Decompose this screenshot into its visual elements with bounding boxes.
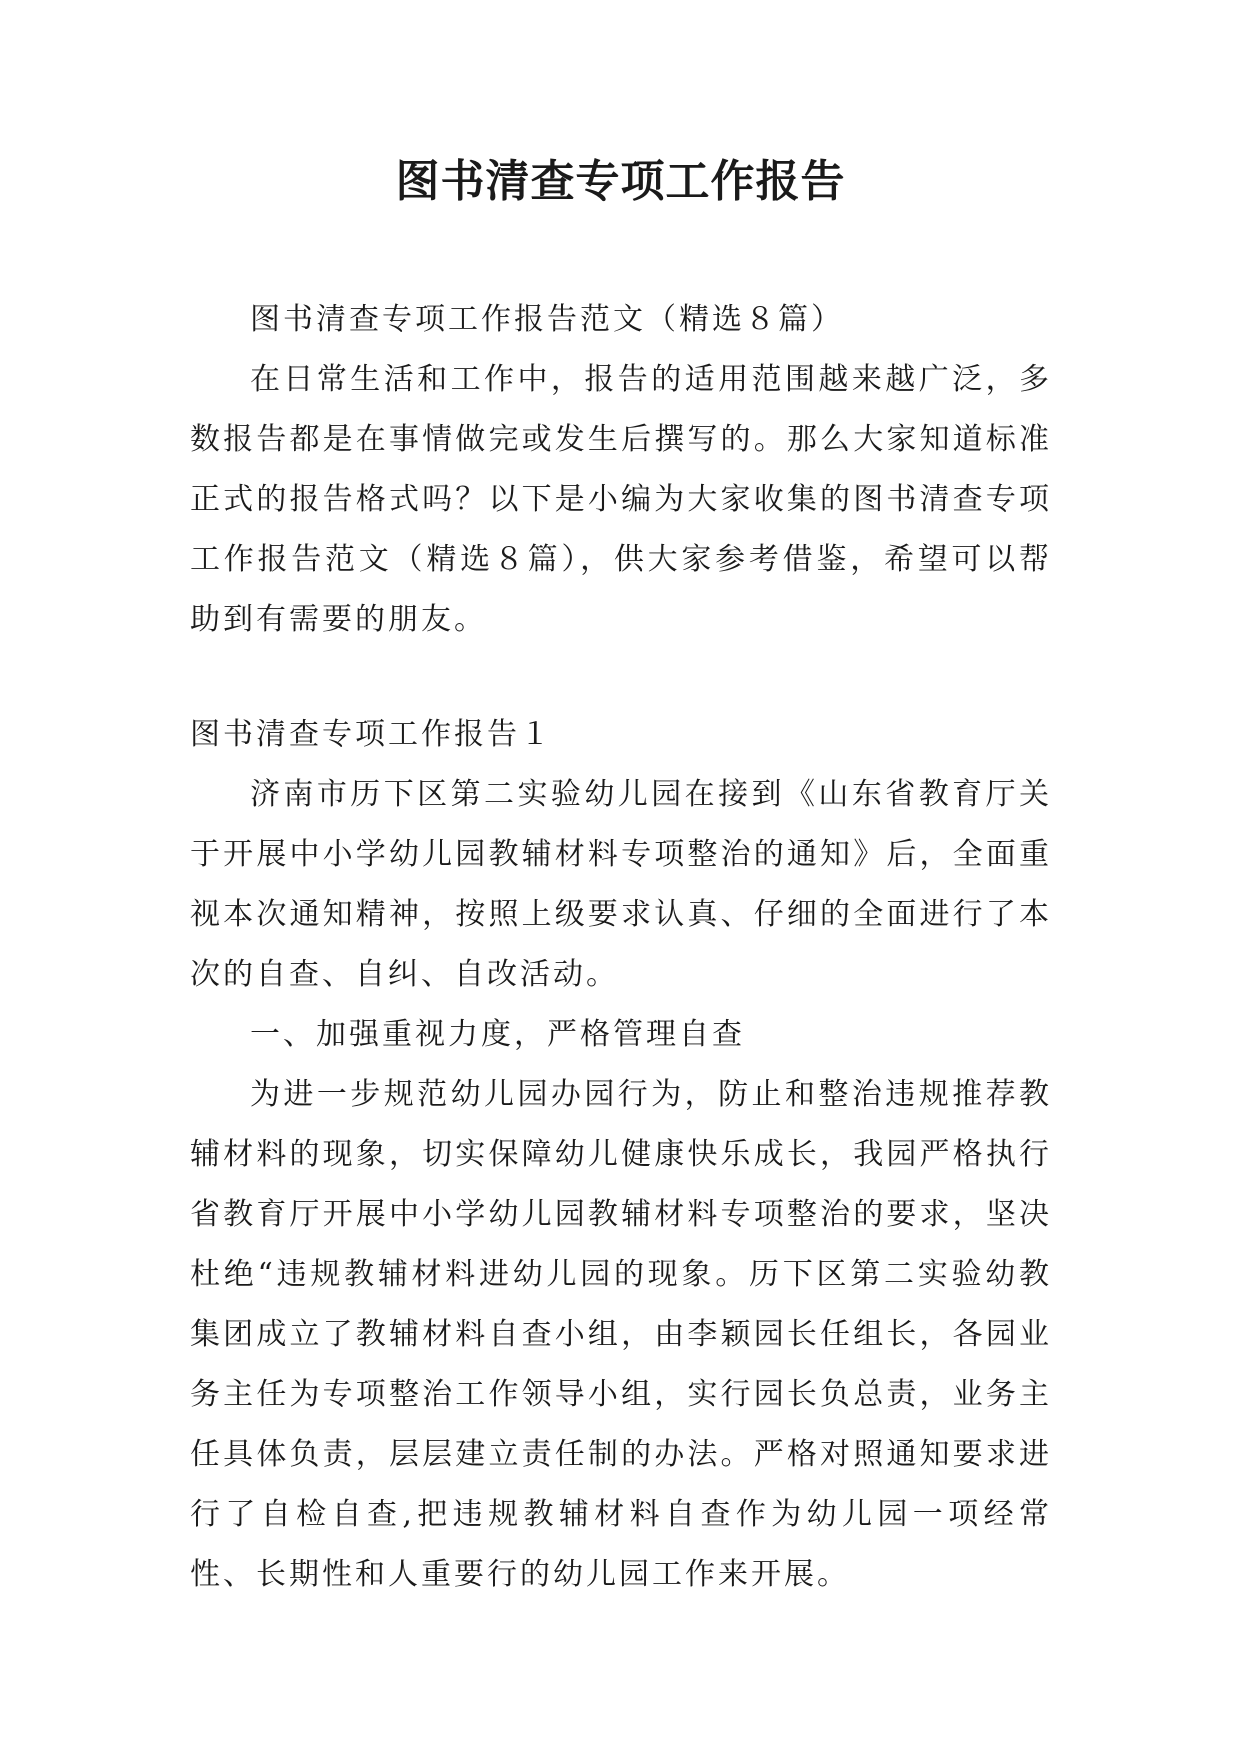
document-title: 图书清查专项工作报告 — [395, 156, 846, 207]
body-paragraph: 为进一步规范幼儿园办园行为，防止和整治违规推荐教辅材料的现象，切实保障幼儿健康快乐成长，我园严格执行省教育厅开展中小学幼儿园教辅材料专项整治的要求，坚决杜绝“违规教辅材料进幼儿园的现象。历下区第二实验幼教集团成立了教辅材料自查小组，由李颖园长任组长，各园业务主任为专项整治工作领导小组，实行园长负总责，业务主任具体负责，层层建立责任制的办法。严格对照通知要求进行了自检自查,把违规教辅材料自查作为幼儿园一项经常性、长期性和人重要行的幼儿园工作来开展。 — [190, 1077, 1052, 1592]
intro-paragraph: 在日常生活和工作中，报告的适用范围越来越广泛，多数报告都是在事情做完或发生后撰写的。那么大家知道标准正式的报告格式吗？以下是小编为大家收集的图书清查专项工作报告范文（精选８篇），供大家参考借鉴，希望可以帮助到有需要的朋友。 — [190, 362, 1052, 637]
document-subtitle: 图书清查专项工作报告范文（精选８篇） — [250, 302, 844, 337]
body-paragraph: 济南市历下区第二实验幼儿园在接到《山东省教育厅关于开展中小学幼儿园教辅材料专项整治的通知》后，全面重视本次通知精神，按照上级要求认真、仔细的全面进行了本次的自查、自纠、自改活动。 — [190, 777, 1052, 992]
document-body — [190, 290, 1052, 1605]
section-title: 图书清查专项工作报告１ — [190, 717, 553, 752]
subsection-heading: 一、加强重视力度，严格管理自查 — [250, 1017, 745, 1052]
